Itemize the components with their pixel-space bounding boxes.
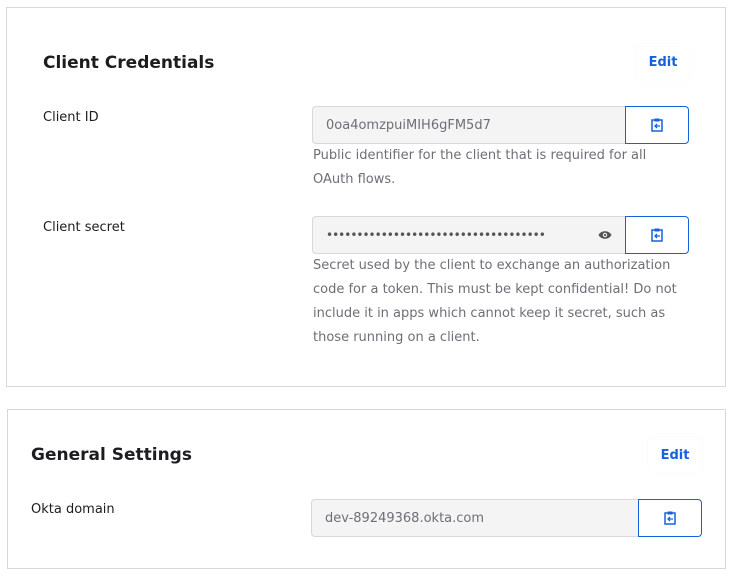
okta-domain-label: Okta domain: [31, 502, 115, 517]
okta-domain-value: dev-89249368.okta.com: [325, 510, 485, 526]
clipboard-icon: [651, 228, 663, 242]
client-secret-label: Client secret: [43, 220, 125, 235]
client-id-field: [312, 106, 689, 144]
client-id-label: Client ID: [43, 110, 99, 125]
client-secret-input[interactable]: [312, 216, 625, 254]
copy-okta-domain-button[interactable]: [638, 499, 702, 537]
okta-domain-field: [311, 499, 702, 537]
copy-client-secret-button[interactable]: [625, 216, 689, 254]
edit-button[interactable]: Edit: [648, 437, 702, 473]
client-secret-field: [312, 216, 689, 254]
section-title: Client Credentials: [43, 53, 215, 73]
client-secret-help: Secret used by the client to exchange an authorization code for a token. This must be kept confidential! Do not include it in apps which cannot keep it secret, such as those running on a client.: [313, 258, 677, 345]
clipboard-icon: [651, 118, 663, 132]
client-id-input[interactable]: [312, 106, 625, 144]
general-settings-card: [7, 409, 726, 569]
okta-domain-input[interactable]: [311, 499, 638, 537]
client-id-value: 0oa4omzpuiMIH6gFM5d7: [326, 117, 491, 133]
client-secret-value: ••••••••••••••••••••••••••••••••••••: [326, 228, 545, 242]
clipboard-icon: [664, 511, 676, 525]
eye-icon[interactable]: [598, 230, 612, 240]
edit-button[interactable]: Edit: [636, 44, 690, 80]
client-credentials-card: [6, 7, 726, 387]
copy-client-id-button[interactable]: [625, 106, 689, 144]
section-title: General Settings: [31, 445, 192, 465]
client-id-help: Public identifier for the client that is required for all OAuth flows.: [313, 148, 647, 187]
